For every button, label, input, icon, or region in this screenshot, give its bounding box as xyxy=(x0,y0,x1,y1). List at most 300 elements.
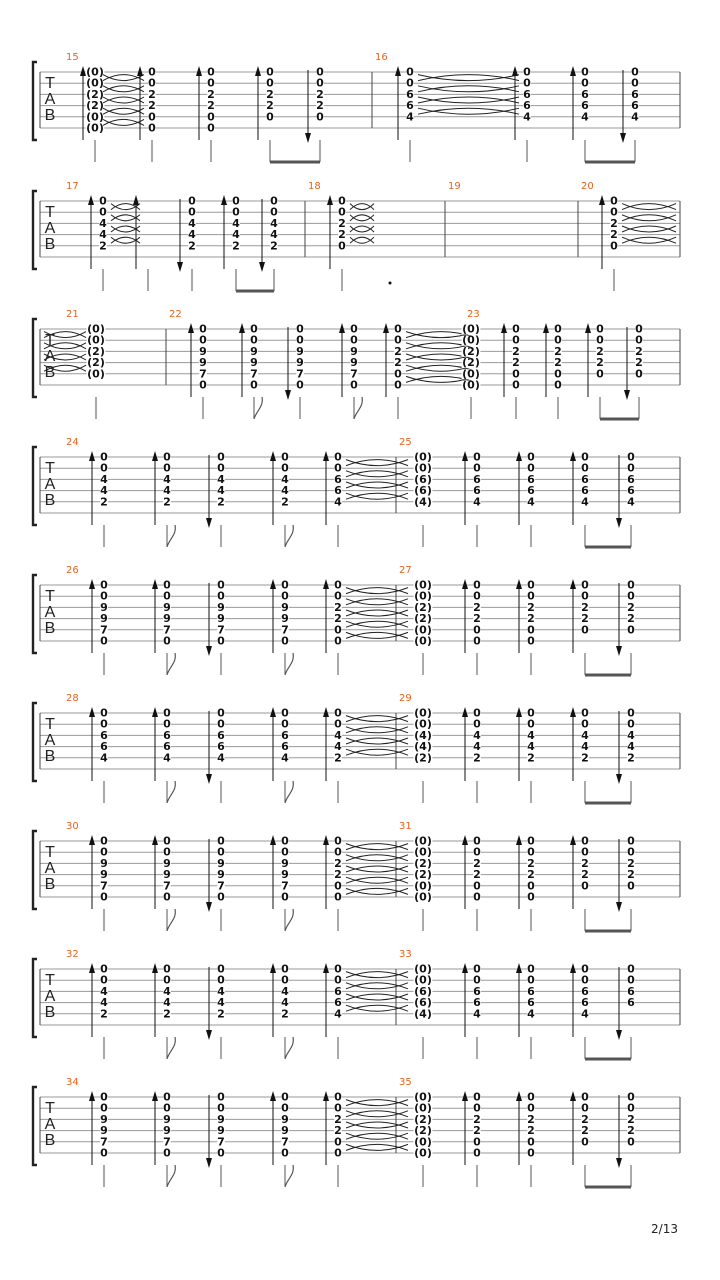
tie-arc xyxy=(346,877,408,883)
chord xyxy=(570,835,589,932)
fret-number: 0 xyxy=(100,706,108,720)
chord xyxy=(270,707,293,804)
fret-number: 6 xyxy=(627,996,635,1010)
eighth-flag xyxy=(285,653,293,675)
fret-number: 0 xyxy=(217,973,225,987)
fret-number: 0 xyxy=(281,1146,289,1160)
eighth-flag xyxy=(167,1037,175,1059)
fret-number: 0 xyxy=(334,1090,342,1104)
measure-number: 22 xyxy=(169,309,182,320)
fret-number: 0 xyxy=(627,962,635,976)
fret-number: 9 xyxy=(217,1124,225,1138)
fret-number: 0 xyxy=(473,845,481,859)
fret-number: 6 xyxy=(163,728,171,742)
tie-arc xyxy=(346,727,408,733)
fret-number: 6 xyxy=(581,484,589,498)
fret-number: 9 xyxy=(296,344,304,358)
tab-clef-letter: T xyxy=(45,204,55,221)
fret-number: 2 xyxy=(148,99,156,113)
upstroke-arrow xyxy=(462,1091,468,1101)
fret-number: 0 xyxy=(473,1101,481,1115)
fret-number: 4 xyxy=(163,996,171,1010)
fret-number: 7 xyxy=(163,879,171,893)
fret-number: 0 xyxy=(627,578,635,592)
fret-number: 4 xyxy=(473,740,481,754)
chord xyxy=(570,451,589,548)
tab-clef-letter: T xyxy=(45,588,55,605)
tie-arc xyxy=(346,1111,408,1117)
upstroke-arrow xyxy=(570,835,576,845)
tie-arc xyxy=(418,97,519,103)
system-3 xyxy=(33,309,680,419)
fret-number: 2 xyxy=(527,612,535,626)
system-8 xyxy=(33,949,680,1059)
eighth-flag xyxy=(285,909,293,931)
fret-number: 0 xyxy=(581,589,589,603)
fret-number: 6 xyxy=(100,728,108,742)
page-number: 2/13 xyxy=(651,1222,678,1236)
fret-number: 0 xyxy=(338,194,346,208)
fret-number: 0 xyxy=(296,378,304,392)
fret-number: 0 xyxy=(334,834,342,848)
tie-arc xyxy=(346,632,408,638)
fret-number: 0 xyxy=(627,973,635,987)
fret-number: 2 xyxy=(100,1007,108,1021)
chord xyxy=(270,835,293,932)
system-bracket xyxy=(33,831,37,909)
chord xyxy=(570,1091,589,1188)
downstroke-arrow xyxy=(616,1158,622,1168)
fret-number: 0 xyxy=(554,333,562,347)
chord xyxy=(516,451,535,548)
fret-number: 0 xyxy=(512,333,520,347)
fret-number: 0 xyxy=(334,634,342,648)
tie-arc xyxy=(346,844,408,850)
fret-number: 0 xyxy=(334,589,342,603)
fret-number: 0 xyxy=(512,367,520,381)
fret-number: 9 xyxy=(281,856,289,870)
fret-number: 4 xyxy=(99,228,107,242)
fret-number: 0 xyxy=(316,65,324,79)
fret-number: 0 xyxy=(473,1146,481,1160)
fret-number: 0 xyxy=(163,1146,171,1160)
upstroke-arrow xyxy=(516,579,522,589)
chord xyxy=(133,195,148,291)
fret-number: (2) xyxy=(86,87,104,101)
fret-number: 4 xyxy=(334,1007,342,1021)
fret-number: 0 xyxy=(581,834,589,848)
fret-number: 2 xyxy=(596,356,604,370)
chord xyxy=(188,323,207,420)
upstroke-arrow xyxy=(462,835,468,845)
system-bracket xyxy=(33,959,37,1037)
system-bracket xyxy=(33,62,37,140)
upstroke-arrow xyxy=(89,835,95,845)
fret-number: 0 xyxy=(148,76,156,90)
chord xyxy=(206,835,225,932)
fret-number: 0 xyxy=(627,706,635,720)
fret-number: 0 xyxy=(554,367,562,381)
downstroke-arrow xyxy=(616,1030,622,1040)
fret-number: (2) xyxy=(462,356,480,370)
fret-number: 4 xyxy=(100,472,108,486)
upstroke-arrow xyxy=(599,195,605,205)
tab-clef-letter: B xyxy=(44,876,56,893)
system-bracket xyxy=(33,575,37,653)
fret-number: (0) xyxy=(462,333,480,347)
fret-number: 6 xyxy=(581,984,589,998)
fret-number: 0 xyxy=(250,378,258,392)
fret-number: 9 xyxy=(100,612,108,626)
tie-arc xyxy=(346,621,408,627)
chord xyxy=(206,1091,225,1188)
upstroke-arrow xyxy=(323,579,329,589)
fret-number: 0 xyxy=(581,1101,589,1115)
upstroke-arrow xyxy=(270,579,276,589)
upstroke-arrow xyxy=(152,1091,158,1101)
fret-number: (0) xyxy=(462,367,480,381)
fret-number: 9 xyxy=(163,856,171,870)
fret-number: 0 xyxy=(523,76,531,90)
chord xyxy=(389,282,392,285)
upstroke-arrow xyxy=(270,1091,276,1101)
fret-number: 2 xyxy=(188,239,196,253)
fret-number: (2) xyxy=(414,1112,432,1126)
fret-number: 0 xyxy=(334,578,342,592)
fret-number: 4 xyxy=(631,110,639,124)
fret-number: 9 xyxy=(163,612,171,626)
system-6 xyxy=(33,693,680,803)
chord xyxy=(585,323,604,420)
tab-clef-letter: B xyxy=(44,1132,56,1149)
fret-number: 4 xyxy=(627,728,635,742)
tie-arc xyxy=(622,204,676,210)
chord xyxy=(543,323,562,420)
downstroke-arrow xyxy=(259,262,265,272)
chord xyxy=(196,66,215,163)
downstroke-arrow xyxy=(305,133,311,143)
measure-number: 18 xyxy=(308,181,321,192)
fret-number: 2 xyxy=(217,495,225,509)
fret-number: 0 xyxy=(473,879,481,893)
system-bracket xyxy=(33,447,37,525)
chord xyxy=(323,1091,408,1188)
fret-number: 9 xyxy=(100,1124,108,1138)
fret-number: 0 xyxy=(394,378,402,392)
tie-arc xyxy=(350,226,374,232)
fret-number: 0 xyxy=(217,461,225,475)
chord xyxy=(206,707,225,804)
fret-number: 9 xyxy=(281,868,289,882)
fret-number: 0 xyxy=(527,1146,535,1160)
tab-clef-letter: T xyxy=(45,844,55,861)
fret-number: 4 xyxy=(217,751,225,765)
fret-number: 6 xyxy=(581,87,589,101)
fret-number: (6) xyxy=(414,472,432,486)
fret-number: (4) xyxy=(414,1007,432,1021)
fret-number: 0 xyxy=(581,1135,589,1149)
chord xyxy=(152,1091,175,1188)
fret-number: 4 xyxy=(232,228,240,242)
fret-number: 0 xyxy=(627,834,635,848)
chord xyxy=(323,963,408,1060)
upstroke-arrow xyxy=(462,579,468,589)
fret-number: 2 xyxy=(316,99,324,113)
fret-number: 0 xyxy=(473,450,481,464)
fret-number: 0 xyxy=(581,450,589,464)
fret-number: 4 xyxy=(232,216,240,230)
fret-number: 2 xyxy=(473,1124,481,1138)
measure-number: 15 xyxy=(66,52,79,63)
fret-number: 0 xyxy=(199,322,207,336)
fret-number: 4 xyxy=(581,728,589,742)
fret-number: 2 xyxy=(581,612,589,626)
fret-number: 0 xyxy=(527,845,535,859)
chord xyxy=(516,579,535,676)
upstroke-arrow xyxy=(570,707,576,717)
fret-number: (0) xyxy=(462,322,480,336)
fret-number: 0 xyxy=(581,845,589,859)
fret-number: 0 xyxy=(631,65,639,79)
fret-number: 7 xyxy=(296,367,304,381)
fret-number: 2 xyxy=(581,751,589,765)
fret-number: 0 xyxy=(473,461,481,475)
upstroke-arrow xyxy=(88,195,94,205)
fret-number: 0 xyxy=(188,205,196,219)
fret-number: 9 xyxy=(281,600,289,614)
eighth-flag xyxy=(285,1037,293,1059)
fret-number: 0 xyxy=(635,322,643,336)
fret-number: 2 xyxy=(334,1112,342,1126)
chord xyxy=(462,707,481,804)
fret-number: 0 xyxy=(270,205,278,219)
fret-number: 2 xyxy=(394,356,402,370)
upstroke-arrow xyxy=(89,451,95,461)
upstroke-arrow xyxy=(152,963,158,973)
fret-number: 4 xyxy=(581,740,589,754)
fret-number: 4 xyxy=(523,110,531,124)
chord xyxy=(206,579,225,676)
fret-number: (0) xyxy=(86,76,104,90)
fret-number: 2 xyxy=(148,87,156,101)
fret-number: 0 xyxy=(163,706,171,720)
fret-number: 7 xyxy=(281,1135,289,1149)
chord xyxy=(177,195,196,292)
upstroke-arrow xyxy=(395,66,401,76)
fret-number: 4 xyxy=(281,751,289,765)
upstroke-arrow xyxy=(462,707,468,717)
fret-number: 4 xyxy=(163,751,171,765)
fret-number: 0 xyxy=(334,1146,342,1160)
chord xyxy=(620,66,639,163)
fret-number: 0 xyxy=(338,205,346,219)
fret-number: 4 xyxy=(100,996,108,1010)
fret-number: 2 xyxy=(163,1007,171,1021)
fret-number: 0 xyxy=(217,706,225,720)
fret-number: 2 xyxy=(338,216,346,230)
fret-number: 0 xyxy=(527,879,535,893)
fret-number: 0 xyxy=(316,76,324,90)
fret-number: 0 xyxy=(406,76,414,90)
eighth-flag xyxy=(285,525,293,547)
chord xyxy=(323,451,408,548)
measure-number: 19 xyxy=(448,181,461,192)
fret-number: 0 xyxy=(100,717,108,731)
chord xyxy=(462,835,481,932)
tie-arc xyxy=(622,215,676,221)
fret-number: 0 xyxy=(627,461,635,475)
fret-number: 0 xyxy=(281,589,289,603)
upstroke-arrow xyxy=(516,835,522,845)
fret-number: 7 xyxy=(163,1135,171,1149)
fret-number: 0 xyxy=(334,1135,342,1149)
chord xyxy=(152,835,175,932)
fret-number: (2) xyxy=(414,612,432,626)
fret-number: 4 xyxy=(163,984,171,998)
fret-number: 6 xyxy=(281,740,289,754)
tab-clef-letter: A xyxy=(44,91,56,108)
chord xyxy=(270,963,293,1060)
fret-number: 0 xyxy=(581,1090,589,1104)
tie-arc xyxy=(346,482,408,488)
fret-number: 0 xyxy=(334,717,342,731)
rhythm-dot xyxy=(389,282,392,285)
fret-number: 0 xyxy=(163,578,171,592)
chord xyxy=(152,451,175,548)
fret-number: 9 xyxy=(281,612,289,626)
measure-number: 35 xyxy=(399,1077,412,1088)
chord xyxy=(414,963,433,1060)
fret-number: 0 xyxy=(394,322,402,336)
fret-number: 0 xyxy=(527,1135,535,1149)
upstroke-arrow xyxy=(137,66,143,76)
fret-number: 2 xyxy=(596,344,604,358)
fret-number: 7 xyxy=(100,1135,108,1149)
fret-number: 4 xyxy=(581,110,589,124)
system-2 xyxy=(33,181,680,291)
fret-number: 4 xyxy=(217,996,225,1010)
fret-number: 0 xyxy=(199,378,207,392)
fret-number: 2 xyxy=(527,600,535,614)
upstroke-arrow xyxy=(323,451,329,461)
fret-number: 0 xyxy=(163,834,171,848)
fret-number: 4 xyxy=(527,495,535,509)
chord xyxy=(516,707,535,804)
fret-number: 9 xyxy=(250,344,258,358)
tab-clef-letter: A xyxy=(44,732,56,749)
chord xyxy=(206,963,225,1060)
tie-arc xyxy=(346,599,408,605)
fret-number: 2 xyxy=(281,1007,289,1021)
fret-number: 0 xyxy=(270,194,278,208)
fret-number: 0 xyxy=(627,1101,635,1115)
fret-number: 7 xyxy=(217,879,225,893)
fret-number: 0 xyxy=(207,65,215,79)
chord xyxy=(221,195,240,292)
fret-number: 0 xyxy=(406,65,414,79)
upstroke-arrow xyxy=(323,1091,329,1101)
fret-number: 0 xyxy=(100,578,108,592)
upstroke-arrow xyxy=(516,707,522,717)
fret-number: 4 xyxy=(281,472,289,486)
fret-number: 2 xyxy=(527,1124,535,1138)
tab-clef-letter: B xyxy=(44,1004,56,1021)
tab-clef-letter: B xyxy=(44,492,56,509)
downstroke-arrow xyxy=(206,1158,212,1168)
fret-number: 0 xyxy=(473,1135,481,1149)
fret-number: 4 xyxy=(334,495,342,509)
fret-number: 7 xyxy=(163,623,171,637)
fret-number: 0 xyxy=(610,205,618,219)
upstroke-arrow xyxy=(89,1091,95,1101)
tab-clef-letter: A xyxy=(44,860,56,877)
upstroke-arrow xyxy=(462,963,468,973)
fret-number: 0 xyxy=(581,706,589,720)
tab-clef-letter: A xyxy=(44,220,56,237)
fret-number: 6 xyxy=(627,484,635,498)
fret-number: (4) xyxy=(414,740,432,754)
fret-number: 4 xyxy=(527,1007,535,1021)
chord xyxy=(462,323,481,420)
fret-number: 4 xyxy=(100,984,108,998)
downstroke-arrow xyxy=(616,774,622,784)
fret-number: 4 xyxy=(473,728,481,742)
measure-number: 31 xyxy=(399,821,412,832)
measure-number: 33 xyxy=(399,949,412,960)
chord xyxy=(414,579,433,676)
fret-number: 0 xyxy=(581,962,589,976)
upstroke-arrow xyxy=(570,579,576,589)
tab-clef-letter: B xyxy=(44,107,56,124)
system-7 xyxy=(33,821,680,931)
fret-number: 6 xyxy=(627,984,635,998)
system-bracket xyxy=(33,319,37,397)
upstroke-arrow xyxy=(152,835,158,845)
fret-number: 2 xyxy=(635,344,643,358)
fret-number: 0 xyxy=(232,205,240,219)
tie-arc xyxy=(622,226,676,232)
fret-number: 2 xyxy=(473,612,481,626)
downstroke-arrow xyxy=(206,518,212,528)
fret-number: 0 xyxy=(334,962,342,976)
upstroke-arrow xyxy=(152,451,158,461)
fret-number: 4 xyxy=(188,216,196,230)
fret-number: (0) xyxy=(414,623,432,637)
fret-number: 9 xyxy=(350,356,358,370)
fret-number: (0) xyxy=(414,845,432,859)
fret-number: 2 xyxy=(581,1124,589,1138)
measure-number: 21 xyxy=(66,309,79,320)
tie-arc xyxy=(346,855,408,861)
fret-number: 0 xyxy=(473,834,481,848)
upstroke-arrow xyxy=(516,1091,522,1101)
chord xyxy=(414,451,433,548)
downstroke-arrow xyxy=(616,902,622,912)
fret-number: (0) xyxy=(414,834,432,848)
tie-arc xyxy=(346,588,408,594)
fret-number: 2 xyxy=(627,1112,635,1126)
tab-clef-letter: B xyxy=(44,364,56,381)
fret-number: 6 xyxy=(523,99,531,113)
fret-number: 0 xyxy=(100,1146,108,1160)
fret-number: 0 xyxy=(148,121,156,135)
fret-number: 2 xyxy=(527,751,535,765)
measure-number: 17 xyxy=(66,181,79,192)
fret-number: 4 xyxy=(581,495,589,509)
fret-number: 0 xyxy=(527,962,535,976)
downstroke-arrow xyxy=(616,518,622,528)
measure-number: 20 xyxy=(581,181,594,192)
